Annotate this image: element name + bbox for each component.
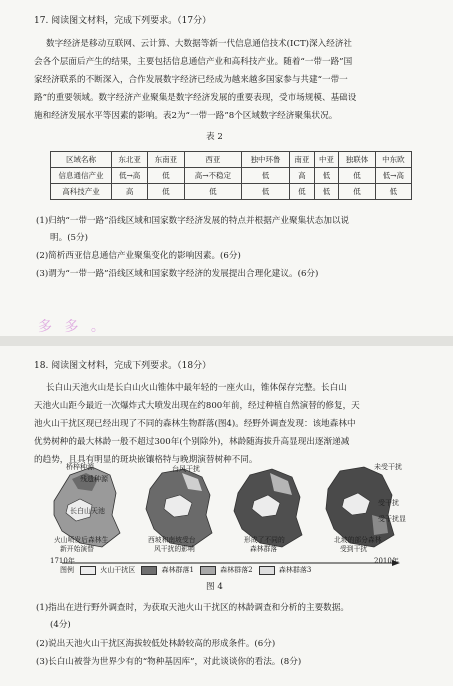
legend-swatch-forest-3 [259, 566, 275, 575]
table-cell: 低→高 [112, 168, 148, 184]
q17-question-line: (1)归纳“一带一路”沿线区域和国家数字经济发展的特点并根据产业聚集状态加以说 [36, 216, 350, 226]
q18-question-line: (2)说出天池火山干扰区海拔较低处林龄较高的形成条件。(6分) [36, 639, 276, 649]
fig-label: 残遗种源 [80, 475, 108, 483]
q18-paragraph-line: 优势树种的最大林龄一般不超过300年(个别除外)，林龄随海拔升高显现出逐渐递减 [34, 437, 350, 447]
q18-paragraph-line: 天池火山距今最近一次爆炸式大喷发出现在约800年前，经过种植自然演替的修复，天 [34, 401, 360, 411]
fig-label: 桥梓种源 [66, 463, 94, 471]
q17-table-row [51, 168, 412, 184]
q17-paragraph-line: 数字经济是移动互联网、云计算、大数据等新一代信息通信技术(ICT)深入经济社 [46, 39, 353, 49]
table-cell: 低 [148, 184, 184, 200]
fig-caption-1: 火山喷发后森林生 [54, 536, 109, 544]
legend-swatch-volcano [80, 566, 96, 575]
table-cell: 低 [184, 184, 242, 200]
fig-label: 受干扰显 [378, 515, 406, 523]
fig-caption-4: 北坡的部分森林 [334, 536, 382, 544]
fig-label: 未受干扰 [374, 463, 402, 471]
q18-question-line: (3)长白山被誉为世界少有的“物种基因库”，对此谈谈你的看法。(8分) [36, 657, 302, 667]
q17-title: 17. 阅读图文材料，完成下列要求。（17分） [34, 16, 212, 26]
q17-paragraph-line: 施和经济发展水平等因素的影响。表2为“一带一路”8个区域数字经济聚集状况。 [34, 111, 338, 121]
table-cell: 南亚 [290, 152, 315, 168]
table-cell: 高 [290, 168, 315, 184]
q18-paragraph-line: 池火山干扰区现已经出现了不同的森林生物群落(图4)。经野外调查发现：该地森林中 [34, 419, 356, 429]
q18-title: 18. 阅读图文材料，完成下列要求。（18分） [34, 361, 212, 371]
page-top-question-17 [0, 0, 453, 336]
table-cell: 高 [112, 184, 148, 200]
page-gap-divider [0, 336, 453, 346]
q17-table-header-row [51, 152, 412, 168]
table-cell: 低 [375, 184, 411, 200]
table-cell: 低 [148, 168, 184, 184]
fig-caption-2b: 风干扰的影响 [154, 545, 195, 553]
q18-question-line: (4分) [50, 620, 71, 630]
q17-question-line: (2)简析西亚信息通信产业聚集变化的影响因素。(6分) [36, 251, 241, 261]
q18-question-line: (1)指出在进行野外调查时，为获取天池火山干扰区的林龄调查和分析的主要数据。 [36, 603, 349, 613]
table-cell: 西亚 [184, 152, 242, 168]
legend-item: 森林群落2 [220, 566, 253, 574]
legend-item: 森林群落1 [161, 566, 194, 574]
table-cell: 高科技产业 [51, 184, 112, 200]
table-cell: 东南亚 [148, 152, 184, 168]
q17-paragraph-line: 家经济联系的不断深入，合作发展数字经济已经成为越来越多国家参与共建“一带一 [34, 75, 348, 85]
q17-paragraph-line: 路”的重要领域。数字经济产业聚集是数字经济发展的重要表现，受市场规模、基础设 [34, 93, 357, 103]
table-cell: 低→高 [375, 168, 411, 184]
table-cell: 低 [339, 168, 375, 184]
legend-item: 森林群落3 [278, 566, 312, 574]
fig-4-caption: 图 4 [206, 582, 223, 592]
stamp-mark: 多 多 。 [38, 319, 109, 335]
fig-caption-2: 西坡和南坡受台 [148, 536, 196, 544]
table-cell: 低 [290, 184, 315, 200]
fig-caption-3: 形成了不同的 [244, 536, 285, 544]
fig-label: 台风干扰 [172, 465, 200, 473]
table-cell: 中亚 [314, 152, 339, 168]
table-cell: 低 [339, 184, 375, 200]
table-cell: 中东欧 [375, 152, 411, 168]
table-cell: 独联体 [339, 152, 375, 168]
legend-title: 图例 [60, 566, 74, 574]
q17-table-row [51, 184, 412, 200]
legend-swatch-forest-2 [200, 566, 216, 575]
table-cell: 信息通信产业 [51, 168, 112, 184]
q18-paragraph-line: 的趋势，且具有明显的斑块嵌镶格特与晚期演替树种不同。 [34, 455, 258, 465]
table-cell: 高→不稳定 [184, 168, 242, 184]
q18-paragraph-line: 长白山天池火山是长白山火山锥体中最年轻的一座火山，锥体保存完整。长白山 [46, 383, 347, 393]
table-cell: 独中环鲁 [242, 152, 290, 168]
fig-label: 长白山天池 [70, 507, 105, 515]
q17-question-line: (3)谓为“一带一路”沿线区域和国家数字经济的发展提出合理化建议。(6分) [36, 269, 319, 279]
q17-question-line: 明。(5分) [50, 233, 88, 243]
q17-table [50, 151, 412, 200]
table-cell: 东北亚 [112, 152, 148, 168]
table-cell: 低 [314, 168, 339, 184]
fig-caption-3b: 森林群落 [250, 545, 278, 553]
table-cell: 区域名称 [51, 152, 112, 168]
table-cell: 低 [314, 184, 339, 200]
table-cell: 低 [242, 184, 290, 200]
table-cell: 低 [242, 168, 290, 184]
fig-legend [60, 565, 315, 575]
timeline-end-year: 2010年 [374, 557, 399, 565]
legend-item: 火山干扰区 [100, 566, 136, 574]
timeline-start-year: 1710年 [50, 557, 75, 565]
q17-paragraph-line: 会各个层面后产生的结果，主要包括信息通信产业和高科技产业。随着“一带一路”国 [34, 57, 353, 67]
fig-label: 受干扰 [378, 499, 399, 507]
fig-caption-4b: 受到干扰 [340, 545, 368, 553]
q17-table-caption: 表 2 [206, 132, 223, 142]
fig-caption-1b: 新开始演替 [60, 545, 94, 553]
legend-swatch-forest-1 [141, 566, 157, 575]
